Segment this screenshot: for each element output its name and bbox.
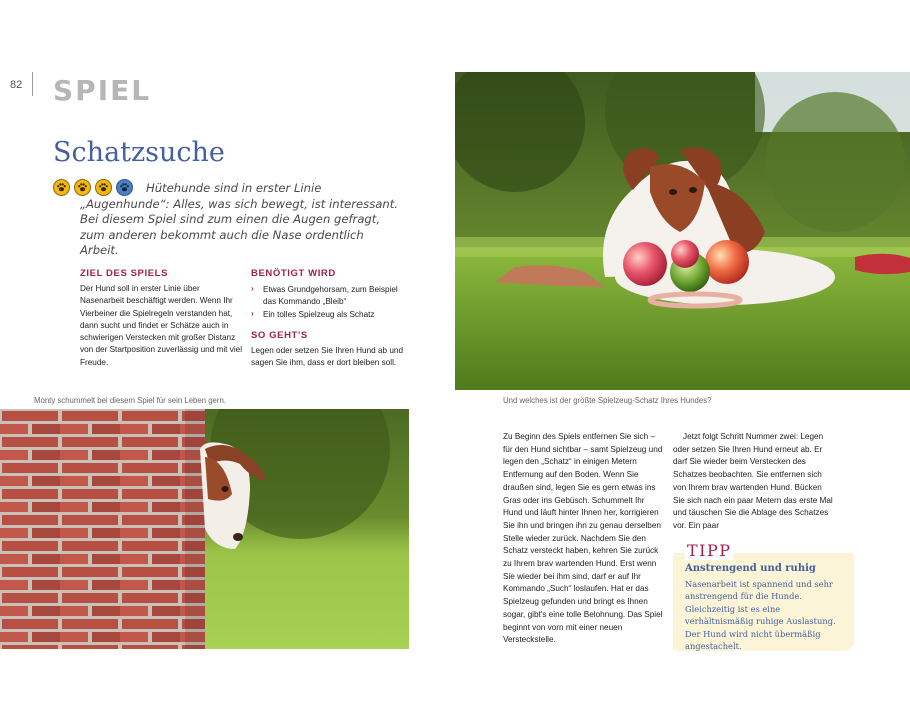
- photo-dog-with-toys: [455, 72, 910, 390]
- needs-list-item: › Etwas Grundgehorsam, zum Beispiel das Kommando „Bleib“: [251, 284, 411, 309]
- body-text-column-2: Jetzt folgt Schritt Nummer zwei: Legen oder setzen Sie Ihren Hund erneut ab. Er darf Sie wieder beim Verstecken des Schatzes beobachten. Sie entfernen sich von Ihrem brav wartenden Hund. Bücken Sie sich nach ein paar Metern das erste Mal und täuschen Sie die Ablage des Schatzes vor. Ein paar: [673, 432, 833, 530]
- needs-list-item: › Ein tolles Spielzeug als Schatz: [251, 309, 411, 321]
- goal-heading: ZIEL DES SPIELS: [80, 268, 169, 279]
- how-text: Legen oder setzen Sie Ihren Hund ab und sagen Sie ihm, dass er dort bleiben soll.: [251, 346, 404, 368]
- section-title: SPIEL: [53, 74, 152, 107]
- how-heading: SO GEHT'S: [251, 330, 308, 341]
- page-number-divider: [32, 72, 33, 96]
- needs-heading: BENÖTIGT WIRD: [251, 268, 336, 279]
- tip-label: TIPP: [687, 541, 732, 560]
- body-text-column-1: Zu Beginn des Spiels entfernen Sie sich – für den Hund sichtbar – samt Spielzeug und legen den „Schatz“ in einigen Metern Entfernung auf den Boden. Wenn Sie draußen sind, legen Sie es gern etwas ins Gras oder ins Gebüsch. Schummelt Ihr Hund und läuft hinter Ihnen her, korrigieren Sie ihn und bringen ihn zu genau derselben Stelle wieder zurück. Nachdem Sie den Schatz versteckt haben, kehren Sie zurück zu Ihrem brav wartenden Hund. Erst wenn Sie wieder bei ihm sind, darf er auf Ihr Kommando „Such“ loslaufen. Hat er das Spielzeug gefunden und bringt es Ihnen sogar, gibt's eine tolle Belohnung. Das Spiel beginnt von vorn mit einer neuen Versteckstelle.: [503, 432, 663, 645]
- goal-text: Der Hund soll in erster Linie über Nasenarbeit beschäftigt werden. Wenn Ihr Vierbeiner die Spielregeln verstanden hat, dann sucht und findet er Schätze auch in schwierigen Verstecken mit großer Distanz von der Startposition zuverlässig und mit viel Freude.: [80, 284, 243, 367]
- photo-caption-right: Und welches ist der größte Spielzeug-Schatz Ihres Hundes?: [503, 396, 712, 405]
- tip-title: Anstrengend und ruhig: [685, 563, 816, 574]
- page-number: 82: [10, 79, 23, 91]
- needs-list: [251, 284, 411, 321]
- photo-caption-left: Monty schummelt bei diesem Spiel für sein Leben gern.: [34, 396, 226, 405]
- paw-icon: [53, 179, 70, 196]
- intro-text: Hütehunde sind in erster Linie „Augenhunde“: Alles, was sich bewegt, ist interessant. Bei diesem Spiel sind zum einen die Augen gefragt, zum anderen bekommt auch die Nase ordentlich Arbeit.: [80, 181, 398, 257]
- game-title: Schatzsuche: [53, 137, 225, 168]
- tip-text: Nasenarbeit ist spannend und sehr anstrengend für die Hunde. Gleichzeitig ist es eine verhältnismäßig ruhige Auslastung. Der Hund wird nicht übermäßig angestachelt.: [685, 579, 836, 652]
- photo-dog-behind-wall: [0, 409, 409, 649]
